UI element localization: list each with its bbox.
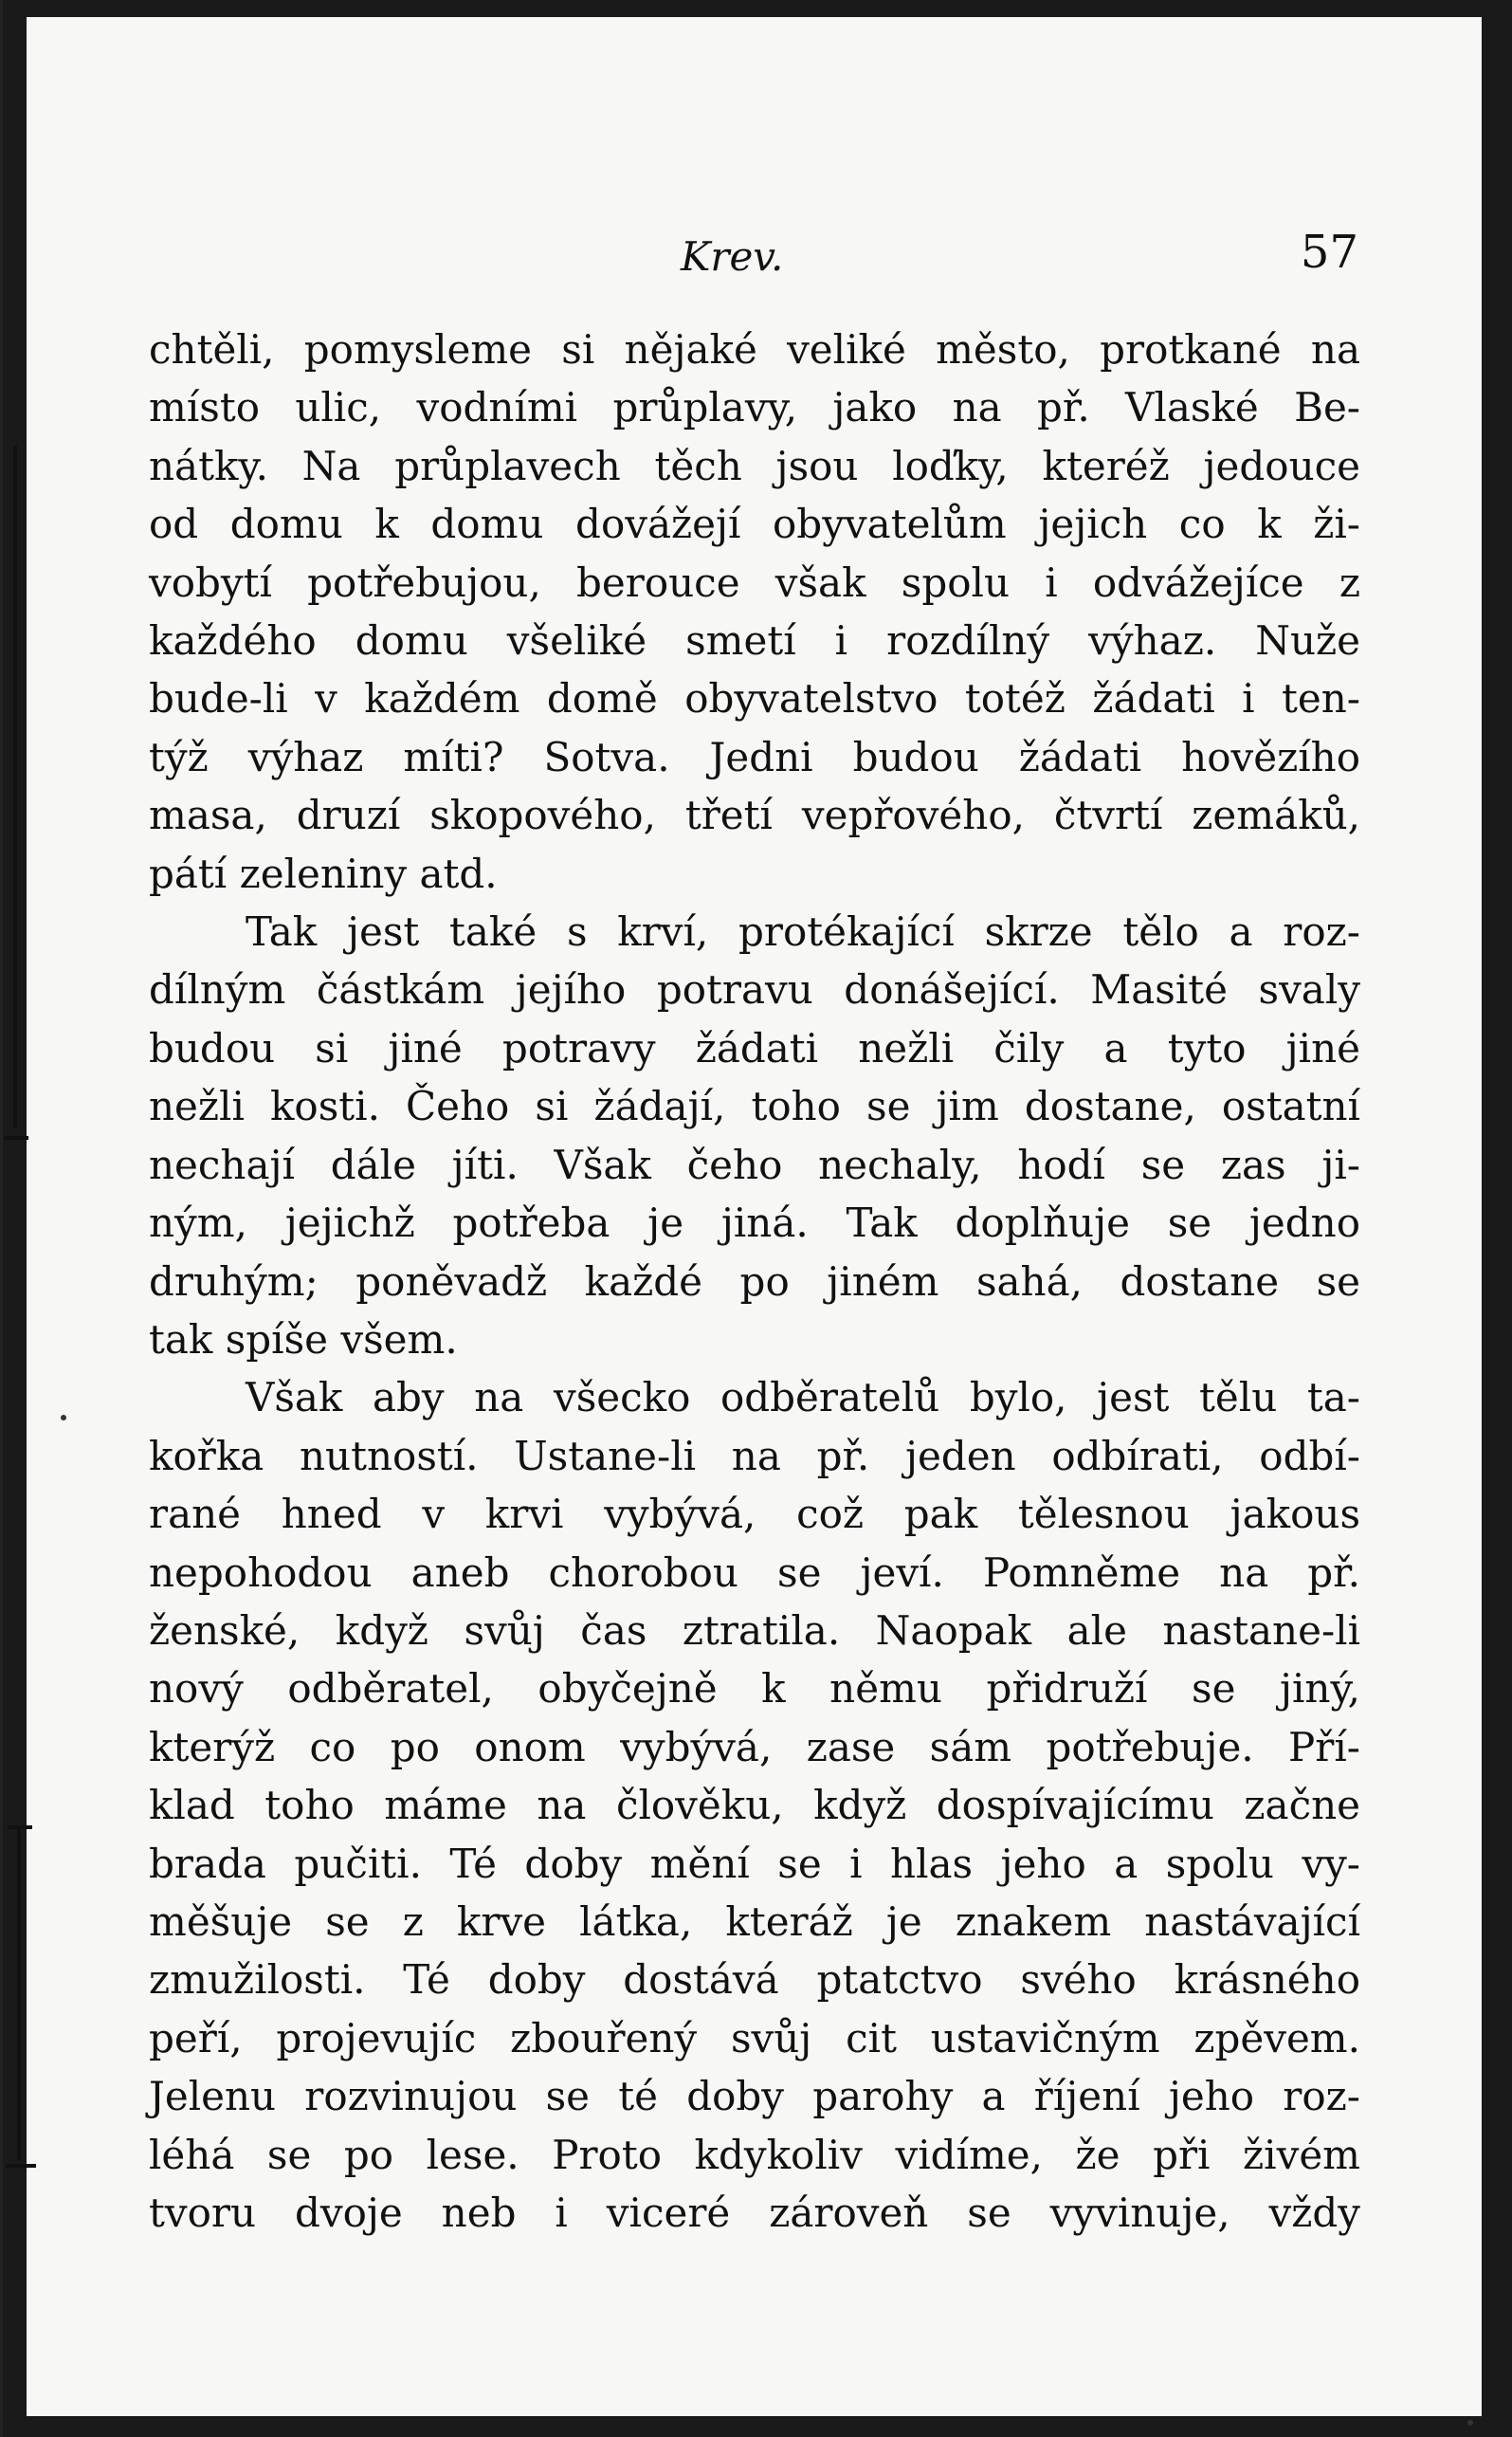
text-line: tvoru dvoje neb i viceré zároveň se vyvinuje, vždy [149, 2190, 1360, 2236]
text-line: chtěli, pomysleme si nějaké veliké město, protkané na [149, 326, 1360, 373]
text-line: místo ulic, vodními průplavy, jako na př. Vlaské Be- [149, 384, 1360, 431]
margin-mark-bottom-foot [6, 2164, 36, 2168]
margin-mark-tick [4, 1136, 28, 1140]
text-line: od domu k domu dovážejí obyvatelům jejich co k ži- [149, 501, 1360, 548]
text-line: tak spíše všem. [149, 1315, 458, 1363]
text-line: budou si jiné potravy žádati nežli čily a tyto jiné [149, 1024, 1360, 1072]
book-page [27, 17, 1482, 2416]
scan-dot [1467, 2420, 1473, 2426]
margin-mark-top [13, 446, 17, 1128]
text-line: rané hned v krvi vybývá, což pak tělesnou jakous [149, 1491, 1360, 1538]
text-line: vobytí potřebujou, berouce však spolu i odvážejíce z [149, 559, 1360, 606]
text-line: měšuje se z krve látka, kteráž je znakem nastávající [149, 1897, 1360, 1945]
text-line: dílným částkám jejího potravu donášející. Masité svaly [149, 966, 1360, 1014]
text-line: týž výhaz míti? Sotva. Jedni budou žádati hovězího [149, 733, 1360, 780]
text-line: nátky. Na průplavech těch jsou loďky, kteréž jedouce [149, 442, 1360, 489]
page-header [27, 218, 1482, 284]
text-line: peří, projevujíc zbouřený svůj cit ustavičným zpěvem. [149, 2014, 1360, 2061]
text-line: kterýž co po onom vybývá, zase sám potřebuje. Pří- [149, 1723, 1360, 1770]
text-line: pátí zeleniny atd. [149, 850, 498, 897]
text-line: klad toho máme na člověku, když dospívajícímu začne [149, 1782, 1360, 1829]
text-line: nechají dále jíti. Však čeho nechaly, hodí se zas ji- [149, 1141, 1360, 1188]
text-line: kořka nutností. Ustane-li na př. jeden odbírati, odbí- [149, 1432, 1360, 1479]
page-number: 57 [1300, 226, 1358, 279]
text-line: masa, druzí skopového, třetí vepřového, čtvrtí zemáků, [149, 792, 1360, 839]
text-line: Jelenu rozvinujou se té doby parohy a říjení jeho roz- [149, 2073, 1360, 2120]
text-line: Tak jest také s krví, protékající skrze tělo a roz- [246, 908, 1360, 956]
body-text [149, 321, 1360, 2242]
text-line: léhá se po lese. Proto kdykoliv vidíme, že při živém [149, 2131, 1360, 2178]
text-line: nežli kosti. Čeho si žádají, toho se jim dostane, ostatní [149, 1083, 1360, 1130]
scan-dot [61, 1415, 66, 1420]
text-line: nepohodou aneb chorobou se jeví. Pomněme na př. [149, 1548, 1360, 1596]
running-title: Krev. [681, 233, 784, 280]
text-line: druhým; poněvadž každé po jiném sahá, dostane se [149, 1257, 1360, 1305]
margin-mark-bottom [17, 1828, 21, 2160]
text-line: brada pučiti. Té doby mění se i hlas jeho a spolu vy- [149, 1840, 1360, 1887]
text-line: zmužilosti. Té doby dostává ptatctvo svého krásného [149, 1956, 1360, 2004]
text-line: ženské, když svůj čas ztratila. Naopak ale nastane-li [149, 1606, 1360, 1654]
text-line: ným, jejichž potřeba je jiná. Tak doplňuje se jedno [149, 1200, 1360, 1247]
margin-mark-bottom-cap [8, 1825, 32, 1829]
scan-edge-line [0, 0, 3, 2437]
text-line: bude-li v každém domě obyvatelstvo totéž žádati i ten- [149, 675, 1360, 723]
text-line: Však aby na všecko odběratelů bylo, jest tělu ta- [246, 1374, 1360, 1421]
text-line: nový odběratel, obyčejně k němu přidruží se jiný, [149, 1665, 1360, 1713]
text-line: každého domu všeliké smetí i rozdílný výhaz. Nuže [149, 617, 1360, 665]
